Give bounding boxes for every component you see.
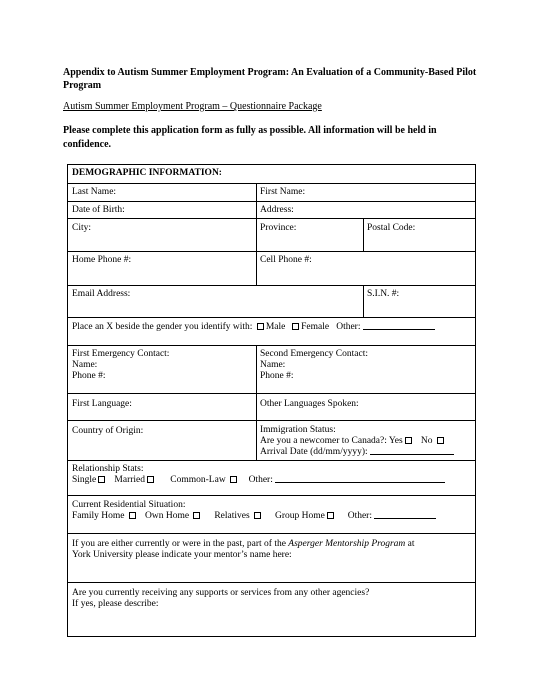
relationship-block — [72, 464, 445, 486]
newcomer-yes-checkbox[interactable] — [405, 437, 412, 444]
common-law-label: Common-Law — [170, 475, 226, 485]
family-home-checkbox[interactable] — [129, 512, 136, 519]
single-checkbox[interactable] — [98, 476, 105, 483]
residential-block — [72, 500, 436, 522]
instructions-text: Please complete this application form as fully as possible. All information will be held in confidence. — [63, 125, 437, 150]
name-row — [68, 183, 475, 201]
newcomer-no-checkbox[interactable] — [437, 437, 444, 444]
relationship-other-input[interactable] — [275, 482, 445, 483]
female-checkbox[interactable] — [292, 323, 299, 330]
address-field[interactable]: Address: — [260, 205, 294, 215]
ec2-name: Name: — [260, 360, 286, 370]
document-title: Appendix to Autism Summer Employment Program: An Evaluation of a Community-Based Pilot Program — [63, 67, 477, 91]
relationship-title: Relationship Stats: — [72, 464, 144, 474]
last-name-field[interactable]: Last Name: — [72, 187, 117, 197]
agencies-question[interactable] — [72, 588, 369, 610]
ec2-title: Second Emergency Contact: — [260, 349, 368, 359]
agencies-describe: If yes, please describe: — [72, 599, 159, 609]
email-row — [68, 285, 475, 317]
dob-field[interactable]: Date of Birth: — [72, 205, 125, 215]
agencies-q: Are you currently receiving any supports or services from any other agencies? — [72, 588, 370, 598]
home-phone-field[interactable]: Home Phone #: — [72, 255, 132, 265]
postal-code-field[interactable]: Postal Code: — [367, 223, 416, 233]
gender-other-label: Other: — [336, 322, 361, 332]
residential-row — [68, 495, 475, 533]
gender-row — [68, 317, 475, 345]
gender-line — [72, 322, 435, 333]
cell-phone-field[interactable]: Cell Phone #: — [260, 255, 312, 265]
residential-other-input[interactable] — [374, 518, 436, 519]
document-subtitle: Autism Summer Employment Program – Questionnaire Package — [63, 101, 322, 112]
gender-other-input[interactable] — [363, 329, 435, 330]
mentor-program-name: Asperger Mentorship Program — [288, 539, 406, 549]
mentor-text-1: If you are either currently or were in the past, part of the — [72, 539, 286, 549]
married-label: Married — [114, 475, 146, 485]
agencies-row — [68, 582, 475, 637]
sin-field[interactable]: S.I.N. #: — [367, 289, 400, 299]
male-checkbox[interactable] — [257, 323, 264, 330]
form-header: DEMOGRAPHIC INFORMATION: — [72, 168, 222, 178]
male-label: Male — [265, 322, 286, 332]
first-name-field[interactable]: First Name: — [260, 187, 306, 197]
phone-row — [68, 251, 475, 285]
ec1-name: Name: — [72, 360, 98, 370]
demographic-form — [67, 164, 476, 637]
married-checkbox[interactable] — [147, 476, 154, 483]
mentor-question[interactable] — [72, 539, 415, 561]
ec1-phone: Phone #: — [72, 371, 106, 381]
first-emergency-contact[interactable] — [72, 349, 169, 382]
arrival-date-label: Arrival Date (dd/mm/yyyy): — [260, 447, 368, 457]
immigration-row — [68, 420, 475, 460]
ec2-phone: Phone #: — [260, 371, 294, 381]
residential-title: Current Residential Situation: — [72, 500, 186, 510]
emergency-row — [68, 345, 475, 393]
mentor-text-2: at — [407, 539, 415, 549]
city-field[interactable]: City: — [72, 223, 92, 233]
family-home-label: Family Home — [72, 511, 125, 521]
group-home-checkbox[interactable] — [327, 512, 334, 519]
newcomer-question: Are you a newcomer to Canada?: Yes — [260, 436, 403, 446]
arrival-date-input[interactable] — [370, 454, 454, 455]
own-home-checkbox[interactable] — [193, 512, 200, 519]
group-home-label: Group Home — [274, 511, 325, 521]
email-field[interactable]: Email Address: — [72, 289, 131, 299]
country-of-origin-field[interactable]: Country of Origin: — [72, 426, 144, 436]
mentor-text-3: York University please indicate your mentor’s name here: — [72, 550, 292, 560]
gender-prompt: Place an X beside the gender you identify with: — [72, 322, 253, 332]
province-field[interactable]: Province: — [260, 223, 297, 233]
first-language-field[interactable]: First Language: — [72, 399, 132, 409]
mentor-row — [68, 533, 475, 582]
relationship-row — [68, 460, 475, 495]
own-home-label: Own Home — [145, 511, 190, 521]
relatives-checkbox[interactable] — [254, 512, 261, 519]
second-emergency-contact[interactable] — [260, 349, 368, 382]
form-header-row — [68, 165, 475, 183]
relationship-other-label: Other: — [248, 475, 273, 485]
relatives-label: Relatives — [214, 511, 250, 521]
residential-other-label: Other: — [347, 511, 372, 521]
immigration-block — [260, 425, 454, 458]
city-row — [68, 218, 475, 251]
common-law-checkbox[interactable] — [230, 476, 237, 483]
newcomer-no-label: No — [420, 436, 433, 446]
language-row — [68, 393, 475, 420]
immigration-label: Immigration Status: — [260, 425, 336, 435]
single-label: Single — [72, 475, 97, 485]
dob-row — [68, 201, 475, 218]
female-label: Female — [301, 322, 330, 332]
ec1-title: First Emergency Contact: — [72, 349, 170, 359]
other-languages-field[interactable]: Other Languages Spoken: — [260, 399, 359, 409]
